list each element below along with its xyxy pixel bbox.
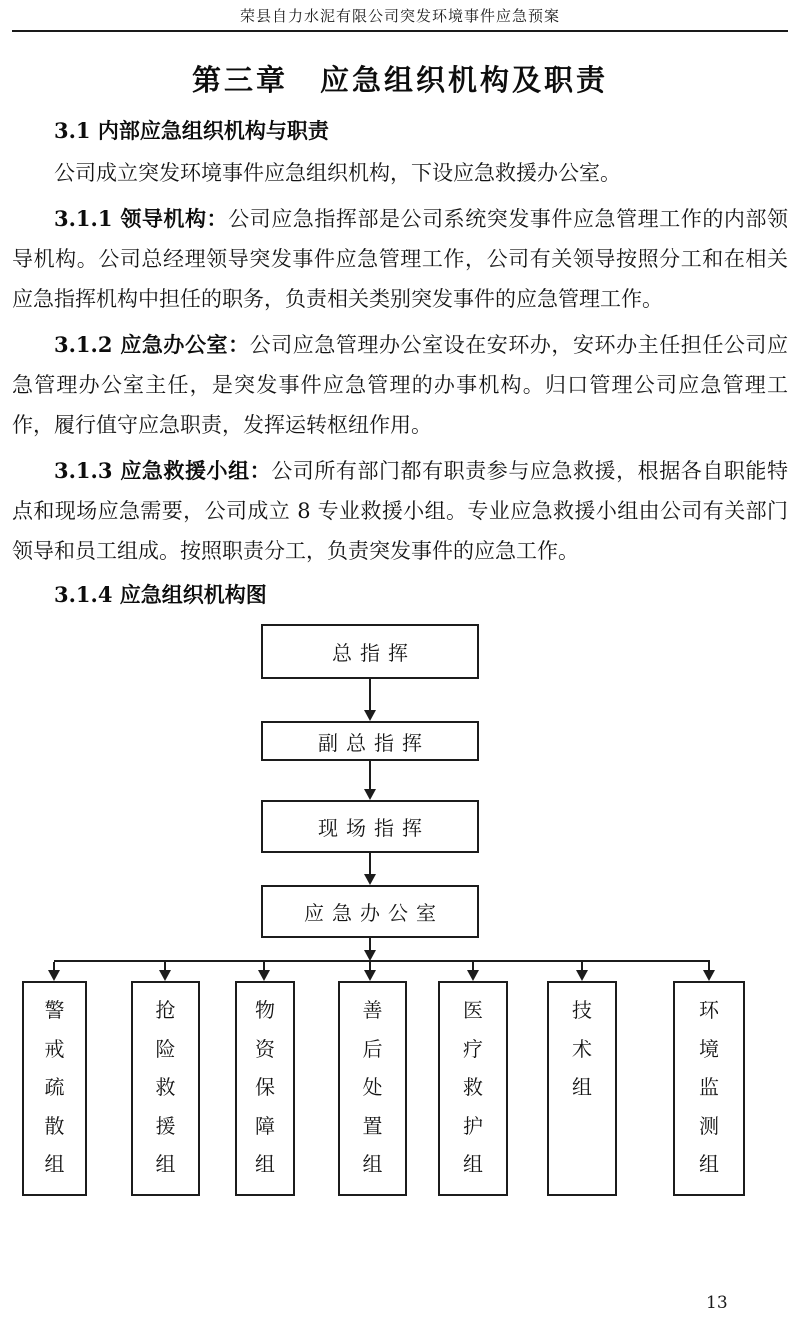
paragraph-3-1-1-label: 3.1.1 领导机构： <box>54 206 229 231</box>
diagram-heading-3-1-4: 3.1.4 应急组织机构图 <box>54 582 267 607</box>
down-arrow-icon <box>258 970 270 981</box>
page-number: 13 <box>706 1293 728 1313</box>
group-label: 物资保障组 <box>255 998 275 1176</box>
org-box-site-commander: 现场指挥 <box>261 800 479 853</box>
org-box-chief-commander: 总指挥 <box>261 624 479 679</box>
org-chart <box>0 613 800 1213</box>
connector-line-1 <box>369 679 371 711</box>
org-box-material-support-group <box>235 981 295 1196</box>
org-box-medical-rescue-group <box>438 981 508 1196</box>
connector-line-3 <box>369 853 371 875</box>
group-label: 技术组 <box>572 998 592 1099</box>
org-box-deputy-commander: 副总指挥 <box>261 721 479 761</box>
paragraph-3-1-3-text: 公司所有部门都有职责参与应急救援，根据各自职能特点和现场应急需要，公司成立 8 专业救援小组。专业应急救援小组由公司有关部门领导和员工组成。按照职责分工，负责突发事件的应急工作。 <box>12 459 788 563</box>
org-box-emergency-office: 应急办公室 <box>261 885 479 938</box>
org-box-environment-monitoring-group <box>673 981 745 1196</box>
paragraph-3-1-1 <box>12 199 788 319</box>
paragraph-3-1-1-text: 公司应急指挥部是公司系统突发事件应急管理工作的内部领导机构。公司总经理领导突发事件应急管理工作，公司有关领导按照分工和在相关应急指挥机构中担任的职务，负责相关类别突发事件的应急管理工作。 <box>12 207 788 311</box>
group-label: 善后处置组 <box>362 998 383 1176</box>
paragraph-3-1-2 <box>12 325 788 445</box>
org-box-warning-evacuation-group <box>22 981 87 1196</box>
intro-paragraph: 公司成立突发环境事件应急组织机构，下设应急救援办公室。 <box>54 161 621 185</box>
down-arrow-icon <box>467 970 479 981</box>
section-heading-3-1: 3.1 内部应急组织机构与职责 <box>54 118 329 143</box>
page-content <box>0 58 800 609</box>
page-header: 荣县自力水泥有限公司突发环境事件应急预案 <box>239 7 560 25</box>
org-box-aftermath-group <box>338 981 407 1196</box>
org-box-danger-rescue-group <box>131 981 200 1196</box>
down-arrow-icon <box>364 874 376 885</box>
down-arrow-icon <box>364 970 376 981</box>
connector-line-2 <box>369 761 371 790</box>
down-arrow-icon <box>48 970 60 981</box>
group-label: 抢险救援组 <box>155 998 176 1176</box>
paragraph-3-1-2-label: 3.1.2 应急办公室： <box>54 332 250 357</box>
distribution-line <box>54 960 710 962</box>
down-arrow-icon <box>159 970 171 981</box>
paragraph-3-1-2-text: 公司应急管理办公室设在安环办，安环办主任担任公司应急管理办公室主任，是突发事件应急管理的办事机构。归口管理公司应急管理工作，履行值守应急职责，发挥运转枢纽作用。 <box>12 333 788 437</box>
paragraph-3-1-3-label: 3.1.3 应急救援小组： <box>54 458 272 483</box>
header-rule <box>12 30 788 32</box>
down-arrow-icon <box>576 970 588 981</box>
down-arrow-icon <box>364 710 376 721</box>
group-label: 环境监测组 <box>699 998 719 1176</box>
chapter-title: 第三章 应急组织机构及职责 <box>191 63 608 97</box>
down-arrow-icon <box>703 970 715 981</box>
down-arrow-icon <box>364 789 376 800</box>
org-box-technical-group <box>547 981 617 1196</box>
group-label: 医疗救护组 <box>463 998 483 1176</box>
paragraph-3-1-3 <box>12 451 788 571</box>
group-label: 警戒疏散组 <box>44 998 65 1176</box>
